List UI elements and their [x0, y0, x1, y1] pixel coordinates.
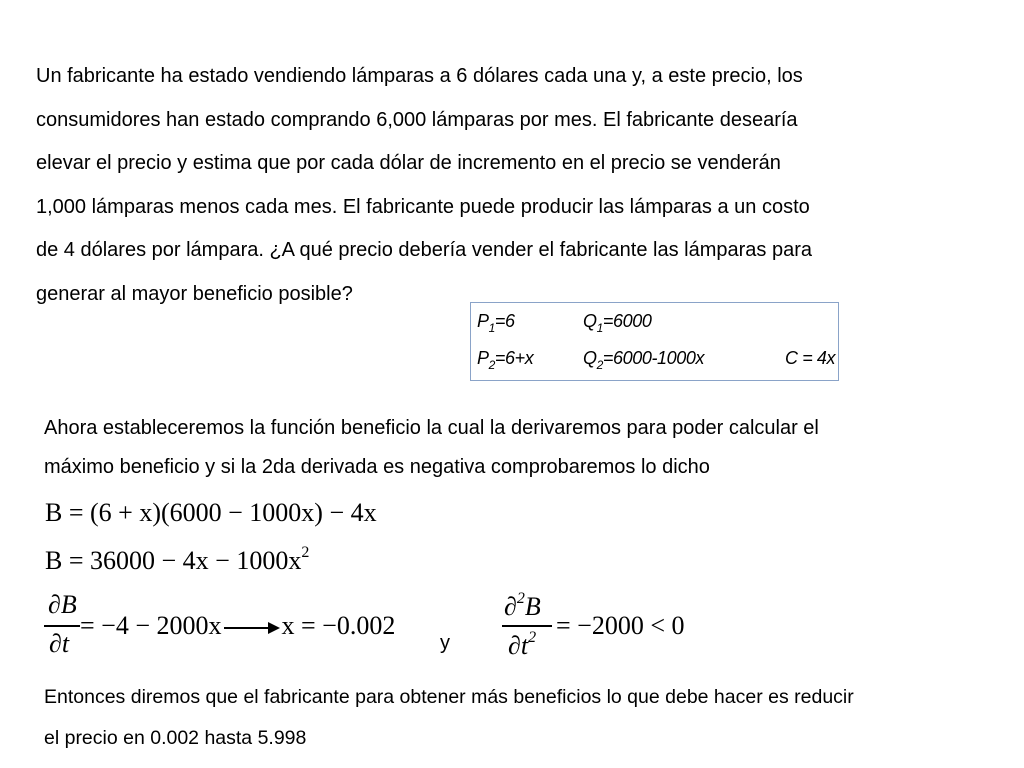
p2-value: $P_2=6+x$: [477, 348, 534, 372]
fraction-bar: [502, 625, 552, 627]
problem-statement: [36, 55, 991, 316]
given-values-box: [470, 302, 839, 381]
connector-y: y: [440, 632, 450, 654]
problem-line: consumidores han estado comprando 6,000 lámparas por mes. El fabricante desearía: [36, 108, 798, 131]
first-derivative-result: = −4 − 2000x x = −0.002: [80, 611, 396, 640]
problem-line: generar al mayor beneficio posible?: [36, 282, 353, 305]
first-derivative-fraction: [44, 590, 84, 660]
cost-value: C = 4x: [785, 348, 836, 368]
explanation-text: [44, 409, 991, 487]
explanation-line: Ahora estableceremos la función beneficio la cual la derivaremos para poder calcular el: [44, 417, 819, 439]
explanation-line: máximo beneficio y si la 2da derivada es negativa comprobaremos lo dicho: [44, 456, 710, 478]
problem-line: 1,000 lámparas menos cada mes. El fabricante puede producir las lámparas a un costo: [36, 195, 810, 218]
first-derivative-denominator: ∂t: [49, 629, 70, 658]
conclusion-line: Entonces diremos que el fabricante para obtener más beneficios lo que debe hacer es reducir: [44, 686, 854, 708]
profit-function-equation: B = (6 + x)(6000 − 1000x) − 4x: [45, 498, 377, 527]
problem-line: de 4 dólares por lámpara. ¿A qué precio debería vender el fabricante las lámparas para: [36, 239, 813, 261]
problem-line: Un fabricante ha estado vendiendo lámparas a 6 dólares cada una y, a este precio, los: [36, 65, 803, 87]
long-right-arrow-icon: [224, 621, 280, 635]
fraction-bar: [44, 625, 80, 627]
conclusion-line: el precio en 0.002 hasta 5.998: [44, 727, 307, 749]
q2-value: $Q_2=6000-1000x$: [583, 348, 705, 372]
second-derivative-fraction: [502, 590, 562, 660]
second-derivative-result: = −2000 < 0: [556, 611, 685, 640]
p1-value: $P_1=6$: [477, 311, 515, 335]
conclusion-text: [44, 677, 991, 759]
first-derivative-numerator: ∂B: [48, 590, 77, 619]
problem-line: elevar el precio y estima que por cada dólar de incremento en el precio se venderán: [36, 152, 781, 174]
second-derivative-numerator: ∂$^2$B: [504, 590, 541, 621]
q1-value: $Q_1=6000$: [583, 311, 652, 335]
second-derivative-denominator: $\partial t^2$: [508, 629, 537, 660]
profit-expanded-equation: $B = 36000 - 4x - 1000x^2$: [45, 544, 310, 575]
